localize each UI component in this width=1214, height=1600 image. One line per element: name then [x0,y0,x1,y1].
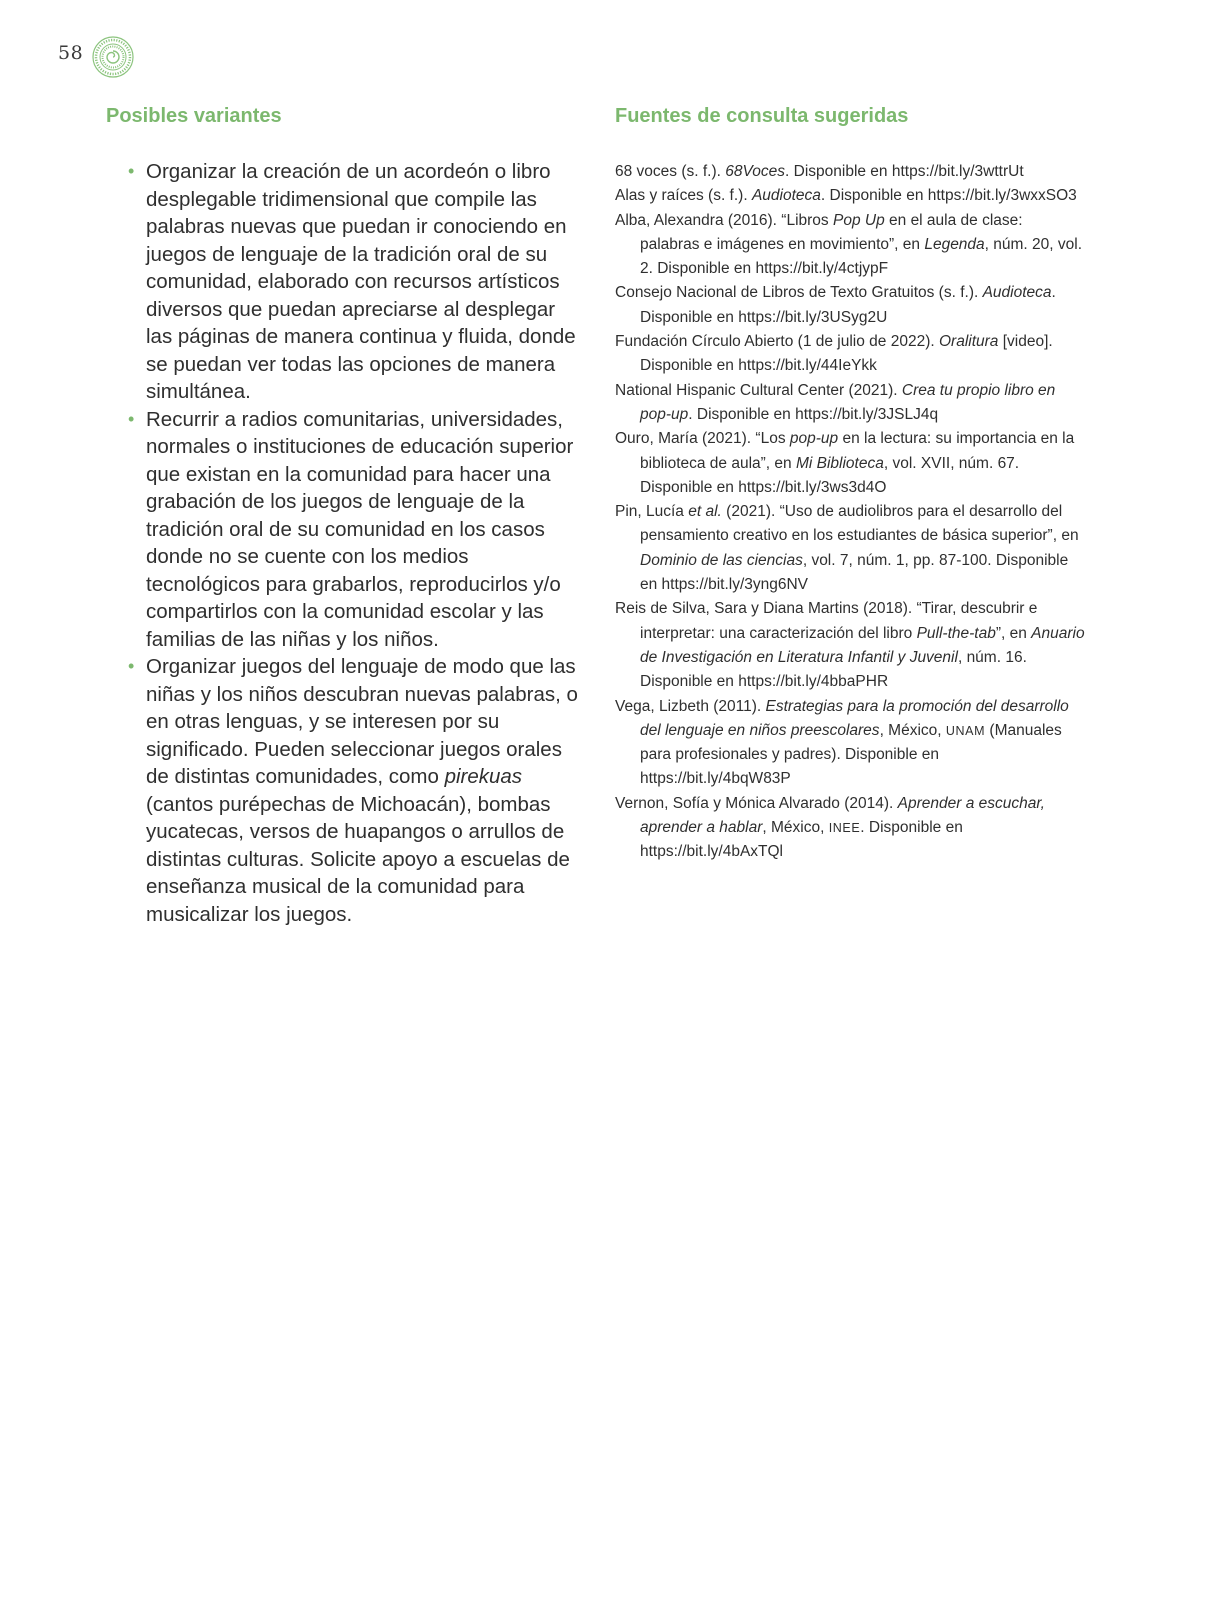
variant-text: (cantos purépechas de Michoacán), bombas yucatecas, versos de huapangos o arrullos de distintas culturas. Solicite apoyo a escuelas de enseñanza musical de la comunidad para musicalizar los juegos. [146,792,570,926]
ref-text: . Disponible en https://bit.ly/3USyg2U [640,284,1056,326]
ref-text: , México, [879,721,942,739]
ref-text: Pin, Lucía [615,503,684,521]
reference-item [615,281,1085,330]
ref-text: (2021). “Uso de audiolibros para el desarrollo del pensamiento creativo en los estudiantes de básica superior”, en [640,503,1079,545]
reference-item [615,160,1085,184]
ref-title: pop-up [789,430,839,448]
ref-title: Anuario de Investigación en Literatura Infantil y Juvenil [640,624,1085,666]
ref-text: Vega, Lizbeth (2011). [615,697,762,715]
ref-text: , vol. 7, núm. 1, pp. 87-100. Disponible en https://bit.ly/3yng6NV [640,551,1069,594]
ref-acronym: UNAM [945,723,986,738]
variant-text: Organizar la creación de un acordeón o libro desplegable tridimensional que compile las palabras nuevas que puedan ir conociendo en juegos de lenguaje de la tradición oral de su comunidad, elaborado con recursos artísticos diversos que puedan apreciarse al desplegar las páginas de manera continua y fluida, donde se puedan ver todas las opciones de manera simultánea. [146,160,576,403]
ref-text: (Manuales para profesionales y padres). Disponible en https://bit.ly/4bqW83P [640,721,1062,788]
ref-title: Mi Biblioteca [795,454,884,472]
variant-text-italic: pirekuas [444,765,523,788]
ref-title: et al. [688,503,722,521]
ref-title: Aprender a escuchar, aprender a hablar [640,794,1045,837]
ref-title: Audioteca [751,187,821,205]
reference-item [615,330,1085,379]
ref-text: Vernon, Sofía y Mónica Alvarado (2014). [615,794,894,812]
ref-text: en la lectura: su importancia en la biblioteca de aula”, en [640,430,1075,472]
ref-text: en el aula de clase: palabras e imágenes en movimiento”, en [640,211,1023,253]
page-number: 58 [58,42,84,64]
ref-text: Reis de Silva, Sara y Diana Martins (2018). “Tirar, descubrir e interpretar: una caracterización del libro [615,600,1038,642]
ref-title: Pop Up [833,211,885,229]
variants-section [106,104,586,928]
ref-text: 68 voces (s. f.). [615,163,721,180]
variants-heading: Posibles variantes [106,105,282,127]
ref-title: 68Voces [725,163,786,180]
variant-text: Recurrir a radios comunitarias, universidades, normales o instituciones de educación superior que existan en la comunidad para hacer una grabación de los juegos de lenguaje de la tradición oral de su comunidad en los casos donde no se cuente con los medios tecnológicos para grabarlos, reproducirlos y/o compartirlos con la comunidad escolar y las familias de las niñas y los niños. [146,407,574,651]
ref-title: Pull-the-tab [916,624,996,642]
ref-text: [video]. Disponible en https://bit.ly/44IeYkk [640,333,1053,375]
ref-text: . Disponible en https://bit.ly/3wttrUt [785,163,1024,180]
variants-list [106,158,586,928]
reference-item [615,184,1085,208]
variant-item [128,653,586,928]
ref-acronym: INEE [828,821,861,836]
variant-item [128,158,586,406]
reference-item [615,597,1085,694]
ref-text: , núm. 20, vol. 2. Disponible en https://bit.ly/4ctjypF [640,235,1083,278]
variant-text: Organizar juegos del lenguaje de modo que las niñas y los niños descubran nuevas palabras, o en otras lenguas, y se interesen por su significado. Pueden seleccionar juegos orales de distintas comunidades, como [146,655,578,788]
ref-title: Estrategias para la promoción del desarrollo del lenguaje en niños preescolares [640,697,1069,739]
sources-heading: Fuentes de consulta sugeridas [615,105,909,127]
variant-item [128,406,586,654]
ref-title: Oralitura [938,333,999,351]
ref-text: . Disponible en https://bit.ly/3wxxSO3 [820,187,1077,205]
ref-title: Audioteca [982,284,1052,302]
ref-text: Alba, Alexandra (2016). “Libros [615,211,829,229]
ref-text: , núm. 16. Disponible en https://bit.ly/4bbaPHR [640,648,1027,691]
ref-text: , México, [762,819,825,837]
bullet-dot-icon: • [128,161,135,181]
sources-section [615,104,1085,865]
reference-item [615,695,1085,792]
ref-text: Alas y raíces (s. f.). [615,187,748,205]
reference-item [615,379,1085,428]
ref-text: . Disponible en https://bit.ly/4bAxTQl [640,819,963,861]
ref-text: , vol. XVII, núm. 67. Disponible en https://bit.ly/3ws3d4O [640,454,1020,496]
ref-text: Consejo Nacional de Libros de Texto Gratuitos (s. f.). [615,284,979,302]
reference-item [615,792,1085,865]
reference-item [615,427,1085,500]
ref-text: . Disponible en https://bit.ly/3JSLJ4q [688,405,939,423]
ref-text: National Hispanic Cultural Center (2021). [615,381,898,399]
ref-text: Ouro, María (2021). “Los [615,430,786,448]
reference-item [615,500,1085,597]
ref-title: Crea tu propio libro en pop-up [640,381,1056,423]
reference-item [615,209,1085,282]
bullet-dot-icon: • [128,656,135,676]
spiral-emblem-icon [92,36,134,78]
bullet-dot-icon: • [128,408,135,429]
ref-text: Fundación Círculo Abierto (1 de julio de 2022). [615,333,935,351]
ref-text: ”, en [995,624,1027,642]
ref-title: Dominio de las ciencias [640,551,803,569]
ref-title: Legenda [924,235,985,253]
